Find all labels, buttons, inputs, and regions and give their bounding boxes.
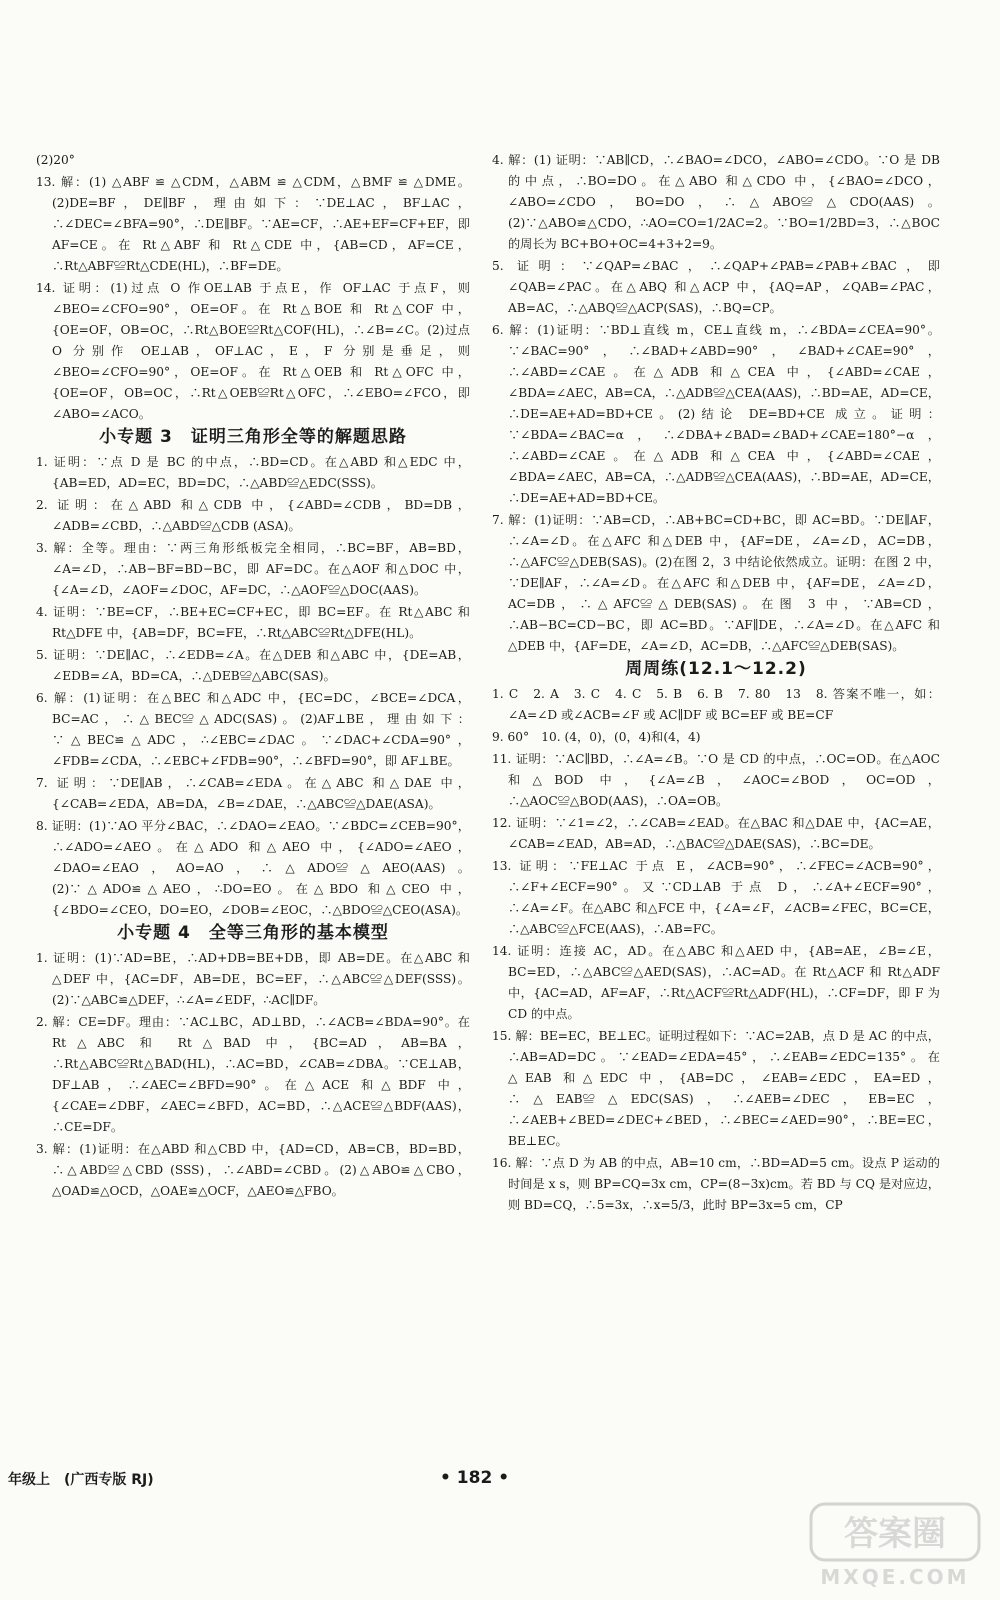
answer-paragraph: 7. 证明：∵DE∥AB，∴∠CAB=∠EDA。在△ABC 和△DAE 中，{∠CAB=∠EDA，AB=DA，∠B=∠DAE，∴△ABC≌△DAE(ASA)。 <box>36 776 470 811</box>
answer-paragraph: 4. 证明：∵BE=CF，∴BE+EC=CF+EC，即 BC=EF。在 Rt△ABC 和 Rt△DFE 中，{AB=DF，BC=FE，∴Rt△ABC≌Rt△DFE(HL)。 <box>36 605 474 640</box>
answer-paragraph: 8. 证明：(1)∵AO 平分∠BAC，∴∠DAO=∠EAO。∵∠BDC=∠CEB=90°，∴∠ADO=∠AEO。在△ADO 和△AEO 中，{∠ADO=∠AEO，∠DAO=∠EAO，AO=AO，∴△ADO≌△AEO(AAS)。(2)∵△ADO≌△AEO，∴DO=EO。在△BDO 和△CEO 中，{∠BDO=∠CEO，DO=EO，∠DOB=∠EOC，∴△BDO≌△CEO(ASA)。 <box>36 819 470 917</box>
answer-paragraph: 5. 证明：∵∠QAP=∠BAC，∴∠QAP+∠PAB=∠PAB+∠BAC，即∠QAB=∠PAC。在△ABQ 和△ACP 中，{AQ=AP，∠QAB=∠PAC，AB=AC，∴△ABQ≌△ACP(SAS)，∴BQ=CP。 <box>492 259 940 315</box>
section-heading: 周周练(12.1～12.2) <box>625 659 807 679</box>
answer-paragraph: 9. 60° 10. (4，0)，(0，4)和(4，4) <box>492 730 701 744</box>
answer-paragraph: 7. 解：(1)证明：∵AB=CD，∴AB+BC=CD+BC，即 AC=BD。∵DE∥AF，∴∠A=∠D。在△AFC 和△DEB 中，{AF=DE，∠A=∠D，AC=DB，∴△AFC≌△DEB(SAS)。(2)在图 2，3 中结论依然成立。证明：在图 2 中，∵DE∥AF，∴∠A=∠D。在△AFC 和△DEB 中，{AF=DE，∠A=∠D，AC=DB，∴△AFC≌△DEB(SAS)。在图 3 中，∵AB=CD，∴AB−BC=CD−BC，即 AC=BD。∵AF∥DE，∴∠A=∠D。在△AFC 和△DEB 中，{AF=DE，∠A=∠D，AC=DB，∴△AFC≌△DEB(SAS)。 <box>492 513 940 653</box>
answer-paragraph: 3. 解：(1)证明：在△ABD 和△CBD 中，{AD=CD，AB=CB，BD=BD，∴△ABD≌△CBD (SSS)，∴∠ABD=∠CBD。(2)△ABO≌△CBO，△OAD≌△OCD，△OAE≌△OCF，△AEO≌△FBO。 <box>36 1142 470 1198</box>
answer-paragraph: 15. 解：BE=EC，BE⊥EC。证明过程如下：∵AC=2AB，点 D 是 AC 的中点，∴AB=AD=DC。∵∠EAD=∠EDA=45°，∴∠EAB=∠EDC=135°。在△EAB 和△EDC 中，{AB=DC，∠EAB=∠EDC，EA=ED，∴△EAB≌△EDC(SAS)，∴∠AEB=∠DEC，EB=EC，∴∠AEB+∠BED=∠DEC+∠BED，∴∠BEC=∠AED=90°，∴BE=EC，BE⊥EC。 <box>492 1029 940 1148</box>
answer-paragraph: 3. 解：全等。理由：∵两三角形纸板完全相同，∴BC=BF，AB=BD，∠A=∠D，∴AB−BF=BD−BC，即 AF=DC。在△AOF 和△DOC 中，{∠A=∠D，∠AOF=∠DOC，AF=DC，∴△AOF≌△DOC(AAS)。 <box>36 541 470 597</box>
answer-paragraph: 13. 证明：∵FE⊥AC 于点 E，∠ACB=90°，∴∠FEC=∠ACB=90°，∴∠F+∠ECF=90°。又∵CD⊥AB 于点 D，∴∠A+∠ECF=90°，∴∠A=∠F。在△ABC 和△FCE 中，{∠A=∠F，∠ACB=∠FEC，BC=CE，∴△ABC≌△FCE(AAS)，∴AB=FC。 <box>492 859 940 936</box>
right-column <box>492 150 944 1217</box>
answer-paragraph: 14. 证明：连接 AC，AD。在△ABC 和△AED 中，{AB=AE，∠B=∠E，BC=ED，∴△ABC≌△AED(SAS)，∴AC=AD。在 Rt△ACF 和 Rt△ADF 中，{AC=AD，AF=AF，∴Rt△ACF≌Rt△ADF(HL)，∴CF=DF，即 F 为 CD 的中点。 <box>492 944 944 1021</box>
answer-paragraph: 2. 证明：在△ABD 和△CDB 中，{∠ABD=∠CDB，BD=DB，∠ADB=∠CBD，∴△ABD≌△CDB (ASA)。 <box>36 498 470 533</box>
answer-paragraph: 11. 证明：∵AC∥BD，∴∠A=∠B。∵O 是 CD 的中点，∴OC=OD。在△AOC 和△BOD 中，{∠A=∠B，∠AOC=∠BOD，OC=OD，∴△AOC≌△BOD(AAS)，∴OA=OB。 <box>492 752 944 808</box>
answer-paragraph: 1. 证明：∵点 D 是 BC 的中点，∴BD=CD。在△ABD 和△EDC 中，{AB=ED，AD=EC，BD=DC，∴△ABD≌△EDC(SSS)。 <box>36 455 470 490</box>
page-number: • 182 • <box>440 1468 510 1488</box>
section-heading: 小专题 4 全等三角形的基本模型 <box>117 923 389 943</box>
answer-paragraph: 13. 解：(1) △ABF ≌ △CDM，△ABM ≌ △CDM，△BMF ≌ △DME。 (2)DE=BF，DE∥BF，理由如下：∵DE⊥AC，BF⊥AC，∴∠DEC=∠BFA=90°，∴DE∥BF。∵AE=CF，∴AE+EF=CF+EF，即 AF=CE。在 Rt△ABF 和 Rt△CDE 中，{AB=CD，AF=CE，∴Rt△ABF≌Rt△CDE(HL)，∴BF=DE。 <box>36 175 474 273</box>
answer-paragraph: (2)20° <box>36 153 75 167</box>
answer-paragraph: 6. 解：(1)证明：∵BD⊥直线 m，CE⊥直线 m，∴∠BDA=∠CEA=90°。∵∠BAC=90°，∴∠BAD+∠ABD=90°，∠BAD+∠CAE=90°，∴∠ABD=∠CAE。在△ADB 和△CEA 中，{∠ABD=∠CAE，∠BDA=∠AEC，AB=CA，∴△ADB≌△CEA(AAS)，∴BD=AE，AD=CE，∴DE=AE+AD=BD+CE。(2)结论 DE=BD+CE 成立。证明：∵∠BDA=∠BAC=α，∴∠DBA+∠BAD=∠BAD+∠CAE=180°−α，∴∠ABD=∠CAE。在△ADB 和△CEA 中，{∠ABD=∠CAE，∠BDA=∠AEC，AB=CA，∴△ADB≌△CEA(AAS)，∴BD=AE，AD=CE，∴DE=AE+AD=BD+CE。 <box>492 323 940 505</box>
left-column <box>36 150 474 1203</box>
answer-paragraph: 2. 解：CE=DF。理由：∵AC⊥BC，AD⊥BD，∴∠ACB=∠BDA=90°。在 Rt△ABC 和 Rt△BAD 中，{BC=AD，AB=BA，∴Rt△ABC≌Rt△BAD(HL)，∴AC=BD，∠CAB=∠DBA。∵CE⊥AB，DF⊥AB，∴∠AEC=∠BFD=90°。在△ACE 和△BDF 中，{∠CAE=∠DBF，∠AEC=∠BFD，AC=BD，∴△ACE≌△BDF(AAS)，∴CE=DF。 <box>36 1015 474 1134</box>
watermark-url: MXQE.COM <box>820 1565 970 1589</box>
answer-paragraph: 12. 证明：∵∠1=∠2，∴∠CAB=∠EAD。在△BAC 和△DAE 中，{AC=AE，∠CAB=∠EAD，AB=AD，∴△BAC≌△DAE(SAS)，∴BC=DE。 <box>492 816 940 851</box>
watermark-title: 答案圈 <box>844 1514 946 1554</box>
section-heading: 小专题 3 证明三角形全等的解题思路 <box>99 427 407 447</box>
answer-paragraph: 6. 解：(1)证明：在△BEC 和△ADC 中，{EC=DC，∠BCE=∠DCA，BC=AC，∴△BEC≌△ADC(SAS)。(2)AF⊥BE，理由如下：∵△BEC≌△ADC，∴∠EBC=∠DAC。∵∠DAC+∠CDA=90°，∠FDB=∠CDA，∴∠EBC+∠FDB=90°，∴∠BFD=90°，即 AF⊥BE。 <box>36 691 470 768</box>
footer-book-label: 年级上 (广西专版 RJ) <box>8 1472 154 1488</box>
answer-paragraph: 16. 解：∵点 D 为 AB 的中点，AB=10 cm，∴BD=AD=5 cm。设点 P 运动的时间是 x s，则 BP=CQ=3x cm，CP=(8−3x)cm。若 BD 与 CQ 是对应边，则 BD=CQ，∴5=3x，∴x=5/3，此时 BP=3x=5 cm，CP <box>492 1156 940 1212</box>
watermark-logo <box>805 1498 985 1592</box>
answer-paragraph: 5. 证明：∵DE∥AC，∴∠EDB=∠A。在△DEB 和△ABC 中，{DE=AB，∠EDB=∠A，BD=CA，∴△DEB≌△ABC(SAS)。 <box>36 648 470 683</box>
answer-paragraph: 4. 解：(1) 证明：∵AB∥CD，∴∠BAO=∠DCO，∠ABO=∠CDO。∵O 是 DB 的中点，∴BO=DO。在△ABO 和△CDO 中，{∠BAO=∠DCO，∠ABO=∠CDO，BO=DO，∴△ABO≌△CDO(AAS)。(2)∵△ABO≌△CDO，∴AO=CO=1/2AC=2。∵BO=1/2BD=3，∴△BOC 的周长为 BC+BO+OC=4+3+2=9。 <box>492 153 944 251</box>
answer-paragraph: 14. 证明：(1)过点 O 作OE⊥AB 于点E，作 OF⊥AC 于点F，则∠BEO=∠CFO=90°，OE=OF。在 Rt△BOE 和 Rt△COF 中，{OE=OF，OB=OC，∴Rt△BOE≌Rt△COF(HL)，∴∠B=∠C。(2)过点 O 分别作 OE⊥AB，OF⊥AC，E，F 分别是垂足，则∠BEO=∠CFO=90°，OE=OF。在 Rt△OEB 和 Rt△OFC 中，{OE=OF，OB=OC，∴Rt△OEB≌Rt△OFC，∴∠EBO=∠FCO，即∠ABO=∠ACO。 <box>36 281 474 421</box>
answer-paragraph: 1. C 2. A 3. C 4. C 5. B 6. B 7. 80 13 8. 答案不唯一，如：∠A=∠D 或∠ACB=∠F 或 AC∥DF 或 BC=EF 或 BE=CF <box>492 687 940 722</box>
answer-paragraph: 1. 证明：(1)∵AD=BE，∴AD+DB=BE+DB，即 AB=DE。在△ABC 和△DEF 中，{AC=DF，AB=DE，BC=EF，∴△ABC≌△DEF(SSS)。(2)∵△ABC≌△DEF，∴∠A=∠EDF，∴AC∥DF。 <box>36 951 470 1007</box>
